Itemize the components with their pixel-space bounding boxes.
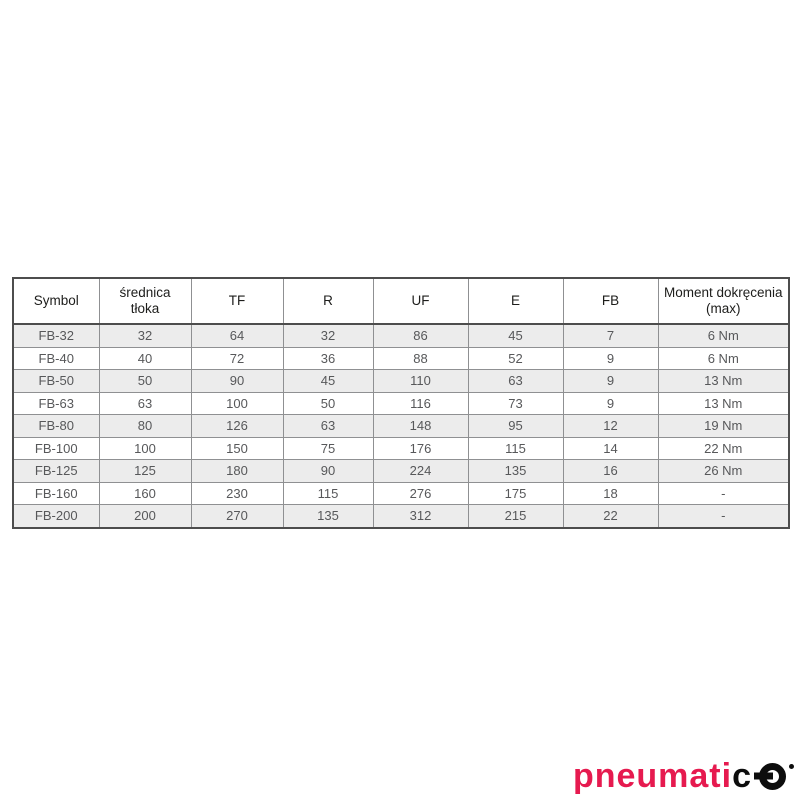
table-cell: 22	[563, 505, 658, 528]
table-cell: 73	[468, 392, 563, 415]
column-header-symbol: Symbol	[13, 278, 99, 324]
table-cell: 180	[191, 460, 283, 483]
table-cell: 13 Nm	[658, 392, 789, 415]
spec-table-container	[12, 277, 788, 529]
table-cell: 63	[283, 415, 373, 438]
table-cell: 90	[191, 370, 283, 393]
table-cell: 6 Nm	[658, 324, 789, 347]
table-cell: 90	[283, 460, 373, 483]
table-cell: 18	[563, 482, 658, 505]
table-cell: 100	[99, 437, 191, 460]
table-cell: 176	[373, 437, 468, 460]
table-cell: 50	[283, 392, 373, 415]
table-cell: 110	[373, 370, 468, 393]
table-cell: 14	[563, 437, 658, 460]
table-row	[13, 392, 789, 415]
table-cell: FB-32	[13, 324, 99, 347]
table-cell: 9	[563, 392, 658, 415]
table-cell: 312	[373, 505, 468, 528]
table-cell: 276	[373, 482, 468, 505]
table-cell: 270	[191, 505, 283, 528]
table-cell: 95	[468, 415, 563, 438]
table-cell: 200	[99, 505, 191, 528]
header-row	[13, 278, 789, 324]
logo-text-black: c	[732, 757, 752, 795]
table-cell: 19 Nm	[658, 415, 789, 438]
table-cell: FB-125	[13, 460, 99, 483]
table-cell: 230	[191, 482, 283, 505]
column-header-r: R	[283, 278, 373, 324]
table-cell: 6 Nm	[658, 347, 789, 370]
table-row	[13, 370, 789, 393]
table-cell: 115	[283, 482, 373, 505]
column-header-fb: FB	[563, 278, 658, 324]
table-cell: 26 Nm	[658, 460, 789, 483]
table-cell: 135	[283, 505, 373, 528]
table-row	[13, 437, 789, 460]
table-cell: 12	[563, 415, 658, 438]
logo-text-red: pneumati	[572, 757, 733, 795]
table-cell: -	[658, 505, 789, 528]
table-cell: FB-50	[13, 370, 99, 393]
table-cell: 88	[373, 347, 468, 370]
table-cell: 125	[99, 460, 191, 483]
table-cell: 86	[373, 324, 468, 347]
column-header-tf: TF	[191, 278, 283, 324]
table-cell: 32	[283, 324, 373, 347]
trademark-dot-icon	[789, 764, 794, 769]
table-cell: 72	[191, 347, 283, 370]
table-row	[13, 347, 789, 370]
column-header-srednica-tloka: średnica tłoka	[99, 278, 191, 324]
table-cell: 64	[191, 324, 283, 347]
table-cell: 150	[191, 437, 283, 460]
table-row	[13, 415, 789, 438]
table-cell: FB-100	[13, 437, 99, 460]
table-cell: 126	[191, 415, 283, 438]
fb-mount-spec-table	[12, 277, 790, 529]
table-row	[13, 505, 789, 528]
column-header-e: E	[468, 278, 563, 324]
table-row	[13, 460, 789, 483]
column-header-uf: UF	[373, 278, 468, 324]
table-cell: 7	[563, 324, 658, 347]
table-cell: 9	[563, 370, 658, 393]
table-cell: 100	[191, 392, 283, 415]
table-cell: 45	[468, 324, 563, 347]
table-cell: 32	[99, 324, 191, 347]
table-cell: 80	[99, 415, 191, 438]
table-cell: FB-63	[13, 392, 99, 415]
table-cell: FB-200	[13, 505, 99, 528]
table-cell: 115	[468, 437, 563, 460]
column-header-moment: Moment dokręcenia (max)	[658, 278, 789, 324]
table-cell: 36	[283, 347, 373, 370]
table-cell: FB-160	[13, 482, 99, 505]
table-cell: 16	[563, 460, 658, 483]
table-cell: -	[658, 482, 789, 505]
table-cell: 50	[99, 370, 191, 393]
table-cell: 63	[99, 392, 191, 415]
table-cell: 135	[468, 460, 563, 483]
piston-o-icon	[759, 763, 786, 790]
table-cell: 40	[99, 347, 191, 370]
table-cell: 22 Nm	[658, 437, 789, 460]
table-cell: 160	[99, 482, 191, 505]
table-cell: 52	[468, 347, 563, 370]
table-cell: 215	[468, 505, 563, 528]
table-cell: 9	[563, 347, 658, 370]
table-cell: FB-80	[13, 415, 99, 438]
table-cell: 116	[373, 392, 468, 415]
table-row	[13, 482, 789, 505]
table-row	[13, 324, 789, 347]
pneumatico-logo	[573, 755, 794, 797]
table-cell: 75	[283, 437, 373, 460]
table-cell: 45	[283, 370, 373, 393]
table-cell: FB-40	[13, 347, 99, 370]
table-cell: 175	[468, 482, 563, 505]
table-cell: 13 Nm	[658, 370, 789, 393]
table-cell: 148	[373, 415, 468, 438]
table-cell: 63	[468, 370, 563, 393]
table-cell: 224	[373, 460, 468, 483]
